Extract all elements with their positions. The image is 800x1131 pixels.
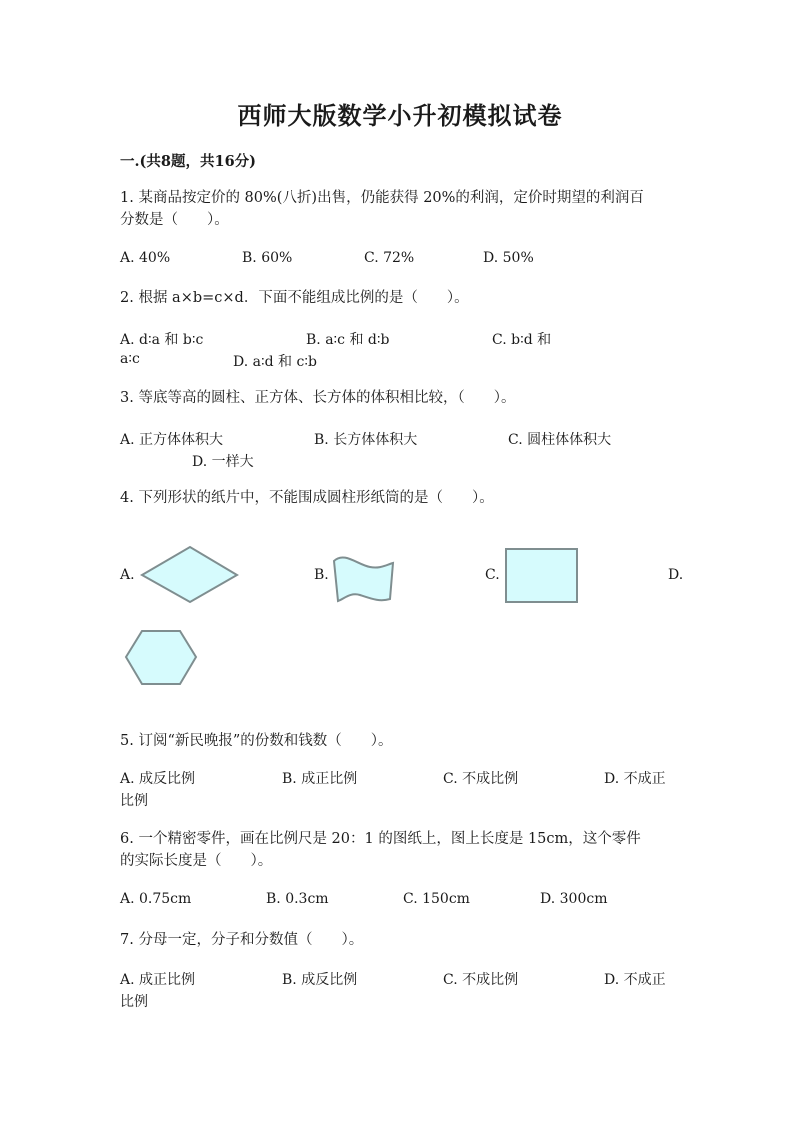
q1-option-b: B. 60%: [242, 250, 293, 266]
q5-option-d: D. 不成正: [604, 771, 666, 787]
q1-option-a: A. 40%: [120, 250, 171, 266]
question-6-line-2: 的实际长度是（ ）。: [120, 853, 273, 869]
q7-option-d-continued: 比例: [120, 994, 148, 1010]
q6-option-c: C. 150cm: [403, 891, 470, 907]
question-4-line-1: 4. 下列形状的纸片中，不能围成圆柱形纸筒的是（ ）。: [120, 490, 494, 506]
q6-option-d: D. 300cm: [540, 891, 608, 907]
section-heading: 一.(共8题，共16分): [120, 153, 257, 170]
q4-option-d-label: D.: [668, 567, 684, 583]
hexagon-shape: [124, 629, 198, 687]
q6-option-b: B. 0.3cm: [266, 891, 329, 907]
q6-option-a: A. 0.75cm: [120, 891, 192, 907]
q5-option-d-continued: 比例: [120, 793, 148, 809]
q1-option-d: D. 50%: [483, 250, 534, 266]
question-1-line-1: 1. 某商品按定价的 80%(八折)出售，仍能获得 20%的利润，定价时期望的利润百: [120, 190, 644, 206]
q4-option-b-label: B.: [314, 567, 329, 583]
question-1-line-2: 分数是（ ）。: [120, 212, 229, 228]
page-title: 西师大版数学小升初模拟试卷: [237, 101, 563, 130]
q5-option-b: B. 成正比例: [282, 771, 358, 787]
q2-option-b: B. a∶c 和 d∶b: [306, 332, 390, 348]
question-5-line-1: 5. 订阅“新民晚报”的份数和钱数（ ）。: [120, 733, 393, 749]
q2-option-d: D. a∶d 和 c∶b: [233, 354, 317, 370]
q4-option-a-label: A.: [120, 567, 135, 583]
q2-option-c-continued: a∶c: [120, 351, 140, 367]
q4-option-c-label: C.: [485, 567, 500, 583]
question-7-line-1: 7. 分母一定，分子和分数值（ ）。: [120, 932, 364, 948]
q2-option-c: C. b∶d 和: [492, 332, 552, 348]
q5-option-a: A. 成反比例: [120, 771, 196, 787]
q7-option-d: D. 不成正: [604, 972, 666, 988]
q3-option-b: B. 长方体体积大: [314, 432, 418, 448]
q5-option-c: C. 不成比例: [443, 771, 519, 787]
q3-option-c: C. 圆柱体体积大: [508, 432, 612, 448]
wavy-parallelogram-shape: [330, 555, 396, 605]
q1-option-c: C. 72%: [364, 250, 415, 266]
q7-option-a: A. 成正比例: [120, 972, 196, 988]
q3-option-d: D. 一样大: [192, 454, 254, 470]
q7-option-c: C. 不成比例: [443, 972, 519, 988]
q7-option-b: B. 成反比例: [282, 972, 358, 988]
rectangle-shape: [505, 548, 579, 604]
question-2-line-1: 2. 根据 a×b=c×d．下面不能组成比例的是（ ）。: [120, 290, 469, 306]
question-6-line-1: 6. 一个精密零件，画在比例尺是 20：1 的图纸上，图上长度是 15cm，这个零件: [120, 831, 641, 847]
rhombus-shape: [140, 545, 240, 605]
q3-option-a: A. 正方体体积大: [120, 432, 224, 448]
question-3-line-1: 3. 等底等高的圆柱、正方体、长方体的体积相比较，（ ）。: [120, 390, 516, 406]
q2-option-a: A. d∶a 和 b∶c: [120, 332, 204, 348]
